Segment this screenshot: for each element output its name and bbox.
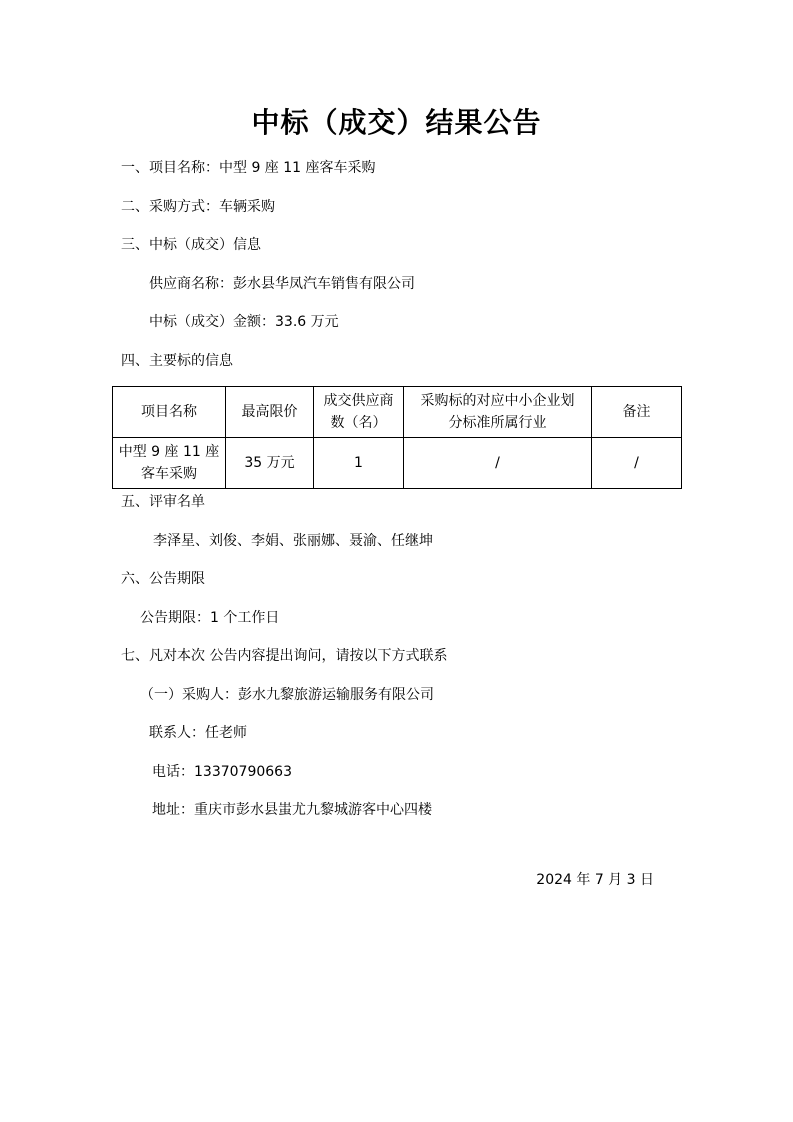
project-name: 一、项目名称：中型 9 座 11 座客车采购	[121, 160, 376, 176]
header-supplier-count-line1: 成交供应商	[323, 393, 394, 409]
header-sme-line1: 采购标的对应中小企业划	[420, 393, 575, 409]
supplier-name: 供应商名称：彭水县华凤汽车销售有限公司	[149, 276, 415, 292]
header-sme-line2: 分标准所属行业	[448, 415, 547, 431]
header-sme-industry	[404, 387, 592, 438]
cell-remark: /	[592, 438, 682, 489]
contact-phone: 电话：13370790663	[152, 764, 292, 780]
purchaser: （一）采购人：彭水九黎旅游运输服务有限公司	[140, 687, 434, 703]
header-supplier-count-line2: 数（名）	[330, 415, 387, 431]
header-max-price: 最高限价	[226, 387, 314, 438]
cell-project-name-line2: 客车采购	[141, 466, 197, 482]
announcement-date: 2024 年 7 月 3 日	[536, 872, 654, 888]
contact-address: 地址：重庆市彭水县蚩尤九黎城游客中心四楼	[152, 802, 432, 818]
purchase-method: 二、采购方式：车辆采购	[121, 199, 275, 215]
reviewer-list: 李泽星、刘俊、李娟、张丽娜、聂渝、任继坤	[153, 533, 433, 549]
cell-project-name-line1: 中型 9 座 11 座	[118, 444, 220, 460]
announcement-period: 公告期限：1 个工作日	[140, 610, 280, 626]
header-remark: 备注	[592, 387, 682, 438]
table-header-row	[113, 387, 682, 438]
subject-table	[112, 386, 682, 489]
award-amount: 中标（成交）金额：33.6 万元	[149, 314, 339, 330]
table-row	[113, 438, 682, 489]
cell-project-name	[113, 438, 226, 489]
cell-supplier-count: 1	[314, 438, 404, 489]
contact-person: 联系人：任老师	[149, 725, 247, 741]
header-supplier-count	[314, 387, 404, 438]
header-project-name: 项目名称	[113, 387, 226, 438]
subject-heading: 四、主要标的信息	[121, 353, 233, 369]
review-heading: 五、评审名单	[121, 494, 205, 510]
contact-heading: 七、凡对本次 公告内容提出询问，请按以下方式联系	[121, 648, 448, 664]
cell-sme-industry: /	[404, 438, 592, 489]
cell-max-price: 35 万元	[226, 438, 314, 489]
page-title: 中标（成交）结果公告	[251, 106, 542, 139]
award-info-heading: 三、中标（成交）信息	[121, 237, 261, 253]
period-heading: 六、公告期限	[121, 571, 205, 587]
